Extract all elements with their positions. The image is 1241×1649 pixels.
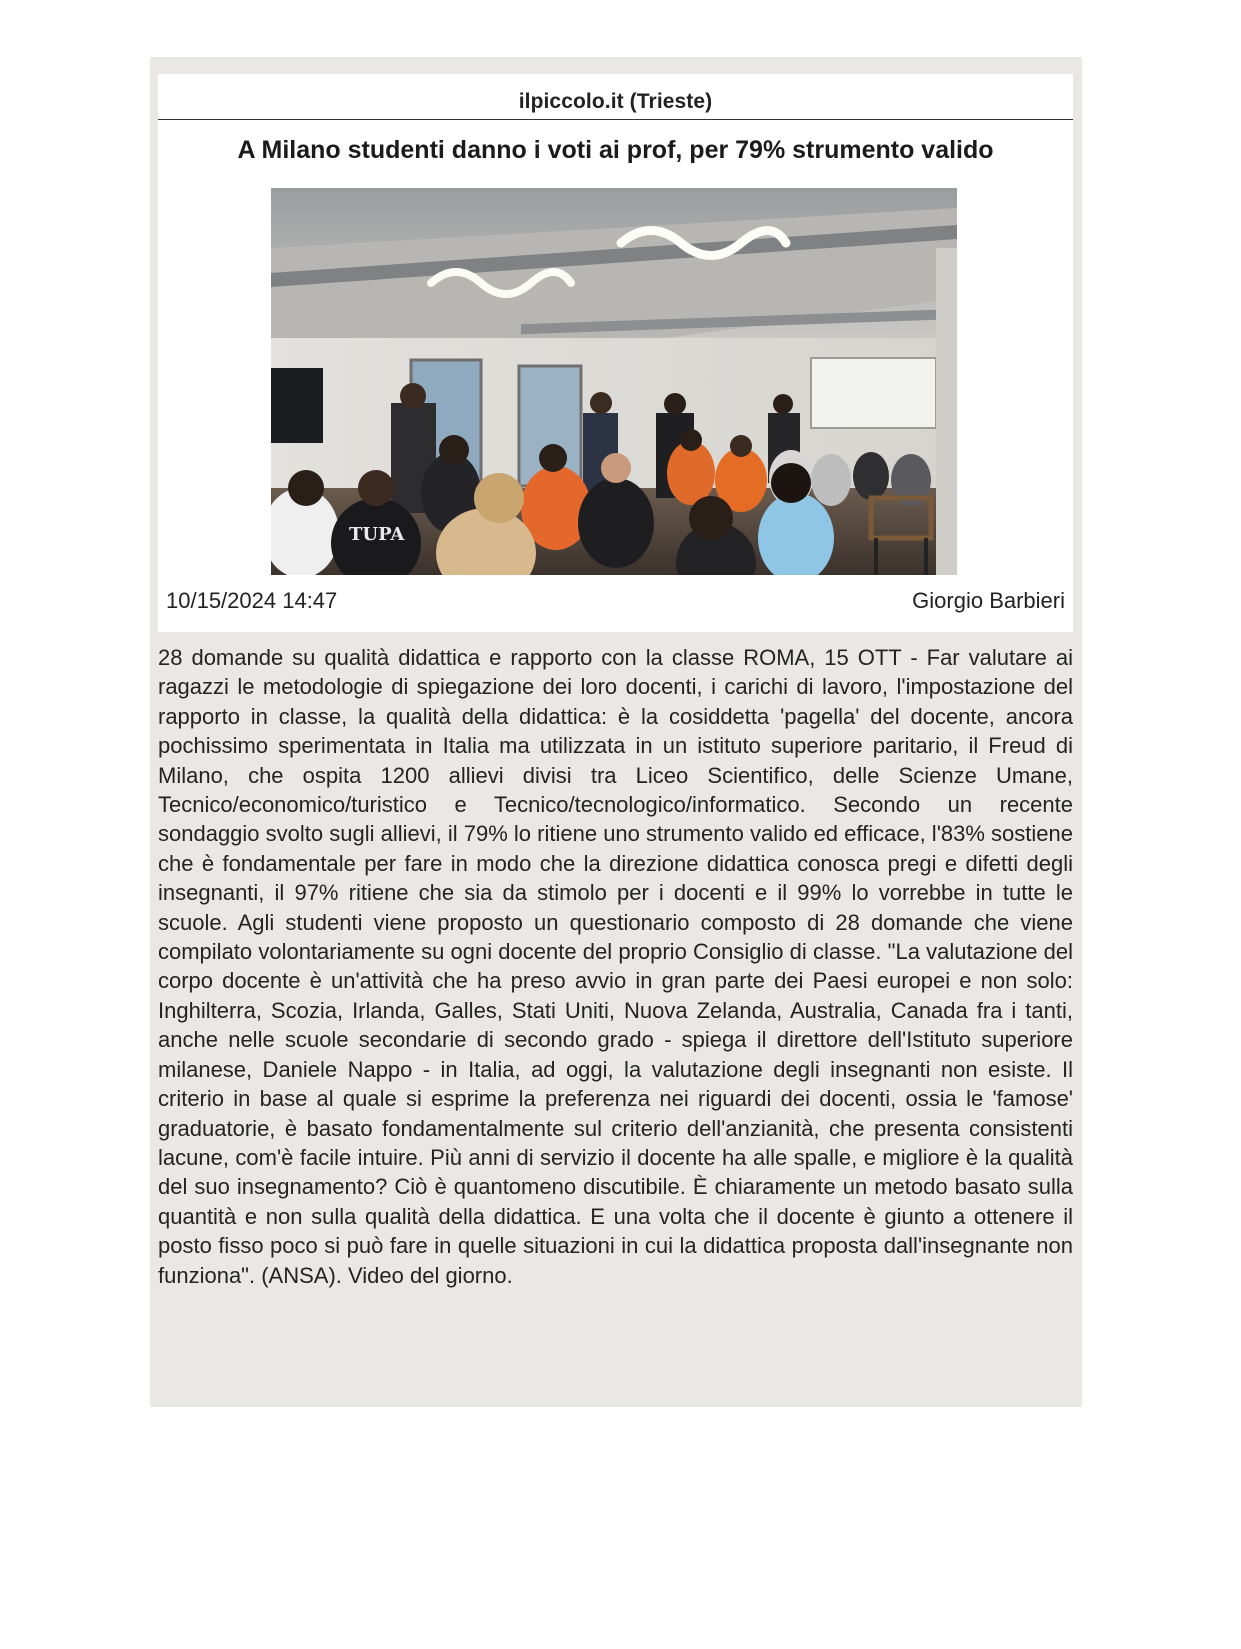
article-header-card: [158, 74, 1073, 632]
source-name: ilpiccolo.it (Trieste): [518, 90, 713, 113]
photo-shirt-text: TUPA: [349, 524, 405, 545]
press-clipping: [150, 57, 1082, 1407]
author-name: Giorgio Barbieri: [912, 588, 1065, 613]
publication-date: 10/15/2024 14:47: [166, 588, 338, 613]
header-divider: [158, 119, 1073, 120]
classroom-photo: [271, 188, 957, 575]
article-headline: A Milano studenti danno i voti ai prof, per 79% strumento valido: [237, 136, 994, 164]
article-body: 28 domande su qualità didattica e rapporto con la classe ROMA, 15 OTT - Far valutare ai ragazzi le metodologie di spiegazione dei loro docenti, i carichi di lavoro, l'impostazione del rapporto in classe, la qualità della didattica: è la cosiddetta 'pagella' del docente, ancora pochissimo sperimentata in Italia ma utilizzata in un istituto superiore paritario, il Freud di Milano, che ospita 1200 allievi divisi tra Liceo Scientifico, delle Scienze Umane, Tecnico/economico/turistico e Tecnico/tecnologico/informatico. Secondo un recente sondaggio svolto sugli allievi, il 79% lo ritiene uno strumento valido ed efficace, l'83% sostiene che è fondamentale per fare in modo che la direzione didattica conosca pregi e difetti degli insegnanti, il 97% ritiene che sia da stimolo per i docenti e il 99% lo vorrebbe in tutte le scuole. Agli studenti viene proposto un questionario composto di 28 domande che viene compilato volontariamente su ogni docente del proprio Consiglio di classe. "La valutazione del corpo docente è un'attività che ha preso avvio in gran parte dei Paesi europei e non solo: Inghilterra, Scozia, Irlanda, Galles, Stati Uniti, Nuova Zelanda, Australia, Canada fra i tanti, anche nelle scuole secondarie di secondo grado - spiega il direttore dell'Istituto superiore milanese, Daniele Nappo - in Italia, ad oggi, la valutazione degli insegnanti non esiste. Il criterio in base al quale si esprime la preferenza nei riguardi dei docenti, ossia le 'famose' graduatorie, è basato fondamentalmente sul criterio dell'anzianità, che presenta consistenti lacune, com'è facile intuire. Più anni di servizio il docente ha alle spalle, e migliore è la qualità del suo insegnamento? Ciò è quantomeno discutibile. È chiaramente un metodo basato sulla quantità e non sulla qualità della didattica. E una volta che il docente è giunto a ottenere il posto fisso poco si può fare in quelle situazioni in cui la didattica proposta dall'insegnante non funziona". (ANSA). Video del giorno.: [158, 645, 1073, 1288]
